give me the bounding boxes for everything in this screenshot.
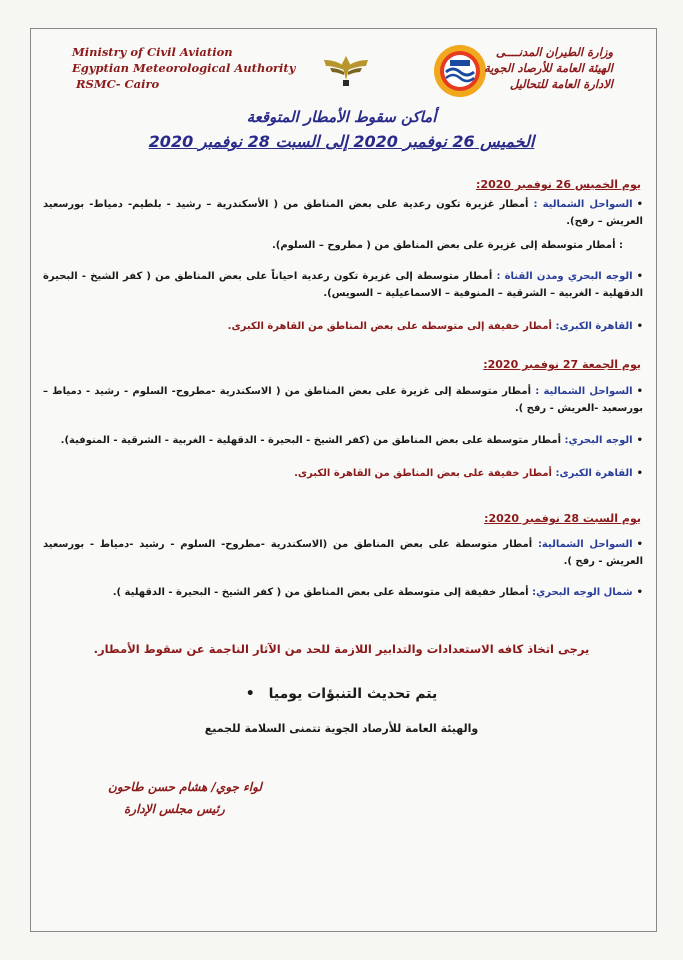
document-title: أماكن سقوط الأمطار المتوقعة <box>246 108 437 126</box>
forecast-item: •شمال الوجه البحري: أمطار خفيفة إلى متوسطة على بعض المناطق من ( كفر الشيخ - البحيرة - الدقهلية ). <box>112 587 643 598</box>
forecast-period: الخميس 26 نوفمبر 2020 إلى السبت 28 نوفمبر 2020 <box>148 132 535 151</box>
ministry-name-en: Ministry of Civil Aviation <box>72 45 233 59</box>
forecast-item: : أمطار متوسطة إلى غزيرة على بعض المناطق من ( مطروح – السلوم). <box>271 240 623 251</box>
forecast-text: أمطار خفيفة إلى متوسطة على بعض المناطق من ( كفر الشيخ - البحيرة - الدقهلية ). <box>112 587 533 598</box>
update-text: يتم تحديث التنبؤات يوميا <box>268 686 438 702</box>
safety-message: والهيئة العامة للأرصاد الجوية تتمنى السلامة للجميع <box>204 722 479 735</box>
forecast-item: •السواحل الشمالية : أمطار متوسطة إلى غزيرة على بعض المناطق من ( الاسكندرية -مطروح- السلوم - رشيد - دمياط – بورسعيد -العريش - رفح ). <box>43 386 643 414</box>
forecast-text: أمطار متوسطة إلى غزيرة على بعض المناطق من ( الاسكندرية -مطروح- السلوم - رشيد - دمياط – بورسعيد -العريش - رفح ). <box>43 386 643 414</box>
signatory-name: لواء جوي/ هشام حسن طاحون <box>108 780 262 794</box>
region-label: السواحل الشمالية: <box>537 539 633 550</box>
region-label: السواحل الشمالية : <box>535 386 633 397</box>
rsmc-name-en: RSMC- Cairo <box>76 77 160 91</box>
forecast-text: أمطار متوسطة على بعض المناطق من (الاسكندرية -مطروح- السلوم - رشيد -دمياط - بورسعيد العريش - رفح ). <box>43 539 643 567</box>
region-label: السواحل الشمالية : <box>533 199 633 210</box>
ministry-eagle-logo <box>320 50 372 90</box>
authority-name-ar: الهيئة العامة للأرصاد الجوية <box>484 61 613 75</box>
region-label: الوجه البحري: <box>564 435 633 446</box>
forecast-item: •القاهرة الكبرى: أمطار خفيفة على بعض المناطق من القاهرة الكبرى. <box>294 468 643 479</box>
day-heading-thursday: يوم الخميس 26 نوفمبر 2020: <box>476 178 641 191</box>
day-heading-friday: يوم الجمعة 27 نوفمبر 2020: <box>483 358 641 371</box>
forecast-item: •السواحل الشمالية: أمطار متوسطة على بعض المناطق من (الاسكندرية -مطروح- السلوم - رشيد -دمياط - بورسعيد العريش - رفح ). <box>43 539 643 567</box>
region-label: القاهرة الكبرى: <box>555 321 633 332</box>
authority-name-en: Egyptian Meteorological Authority <box>72 61 296 75</box>
forecast-text: أمطار خفيفة إلى متوسطه على بعض المناطق من القاهرة الكبرى. <box>227 321 556 332</box>
forecast-text: أمطار خفيفة على بعض المناطق من القاهرة الكبرى. <box>294 468 556 479</box>
signatory-title: رئيس مجلس الإدارة <box>124 802 225 816</box>
english-header <box>72 44 302 92</box>
arabic-header <box>413 44 613 92</box>
region-label: شمال الوجه البحري: <box>532 587 633 598</box>
region-label: الوجه البحري ومدن القناة : <box>496 271 633 282</box>
forecast-item: •القاهرة الكبرى: أمطار خفيفة إلى متوسطه على بعض المناطق من القاهرة الكبرى. <box>227 321 643 332</box>
forecast-text: أمطار متوسطة إلى غزيرة تكون رعدية احياناً على بعض المناطق من ( كفر الشيخ - البحيرة الدقهلية - الغربية – الشرقية – المنوفية – الاسماعيلية – السويس). <box>43 271 643 299</box>
forecast-text: أمطار غزيرة تكون رعدية على بعض المناطق من ( الأسكندرية – رشيد - بلطيم- دمياط- بورسعيد العريش – رفح). <box>43 199 643 227</box>
forecast-item: •الوجه البحري ومدن القناة : أمطار متوسطة إلى غزيرة تكون رعدية احياناً على بعض المناطق من ( كفر الشيخ - البحيرة الدقهلية - الغربية – الشرقية – المنوفية – الاسماعيلية – السويس). <box>43 271 643 299</box>
precaution-warning: يرجى اتخاذ كافه الاستعدادات والتدابير اللازمة للحد من الآثار الناجمة عن سقوط الأمطار. <box>93 642 590 656</box>
forecast-text: أمطار متوسطة على بعض المناطق من (كفر الشيخ - البحيرة - الدقهلية - الغربية - الشرقية - المنوفية). <box>60 435 565 446</box>
department-name-ar: الادارة العامة للتحاليل <box>509 77 613 91</box>
ministry-name-ar: وزارة الطيران المدنــــى <box>495 45 613 59</box>
forecast-item: •السواحل الشمالية : أمطار غزيرة تكون رعدية على بعض المناطق من ( الأسكندرية – رشيد - بلطيم- دمياط- بورسعيد العريش – رفح). <box>43 199 644 227</box>
forecast-item: •الوجه البحري: أمطار متوسطة على بعض المناطق من (كفر الشيخ - البحيرة - الدقهلية - الغربية - الشرقية - المنوفية). <box>60 435 643 446</box>
day-heading-saturday: يوم السبت 28 نوفمبر 2020: <box>484 512 641 525</box>
update-notice: يتم تحديث التنبؤات يوميا• <box>245 686 438 702</box>
region-label: القاهرة الكبرى: <box>555 468 633 479</box>
